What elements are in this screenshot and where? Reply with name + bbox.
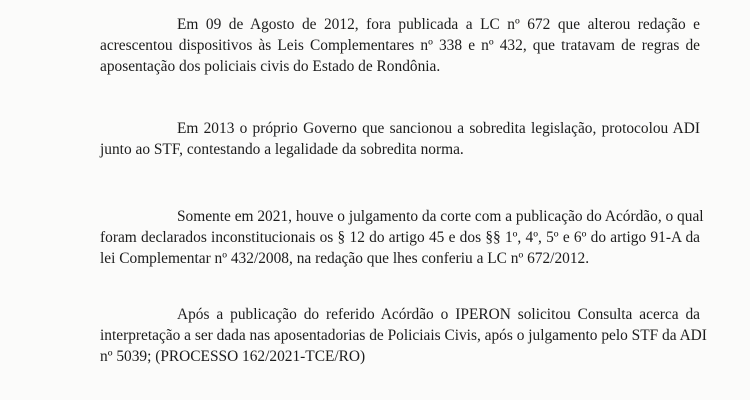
- paragraph-iperon-consulta: [100, 304, 707, 367]
- paragraph-line: Somente em 2021, houve o julgamento da corte com a publicação do Acórdão, o qual: [177, 208, 704, 225]
- paragraph-julgamento-2021: [100, 206, 704, 269]
- paragraph-line: Em 09 de Agosto de 2012, fora publicada a LC nº 672 que alterou redação e: [177, 16, 700, 33]
- paragraph-line: foram declarados inconstitucionais os § 12 do artigo 45 e dos §§ 1º, 4º, 5º e 6º do artigo 91-A da: [100, 229, 700, 246]
- paragraph-line: nº 5039; (PROCESSO 162/2021-TCE/RO): [100, 348, 366, 365]
- paragraph-lc-672: [100, 14, 700, 77]
- paragraph-line: acrescentou dispositivos às Leis Complementares nº 338 e nº 432, que tratavam de regras de: [100, 37, 700, 54]
- paragraph-line: junto ao STF, contestando a legalidade da sobredita norma.: [100, 141, 464, 158]
- paragraph-line: aposentação dos policiais civis do Estado de Rondônia.: [100, 58, 441, 75]
- paragraph-line: lei Complementar nº 432/2008, na redação que lhes conferiu a LC nº 672/2012.: [100, 250, 590, 267]
- paragraph-line: interpretação a ser dada nas aposentadorias de Policiais Civis, após o julgamento pelo STF da ADI: [100, 327, 707, 344]
- paragraph-line: Após a publicação do referido Acórdão o IPERON solicitou Consulta acerca da: [177, 306, 700, 323]
- paragraph-adi-2013: [100, 118, 700, 160]
- paragraph-line: Em 2013 o próprio Governo que sancionou a sobredita legislação, protocolou ADI: [177, 120, 700, 137]
